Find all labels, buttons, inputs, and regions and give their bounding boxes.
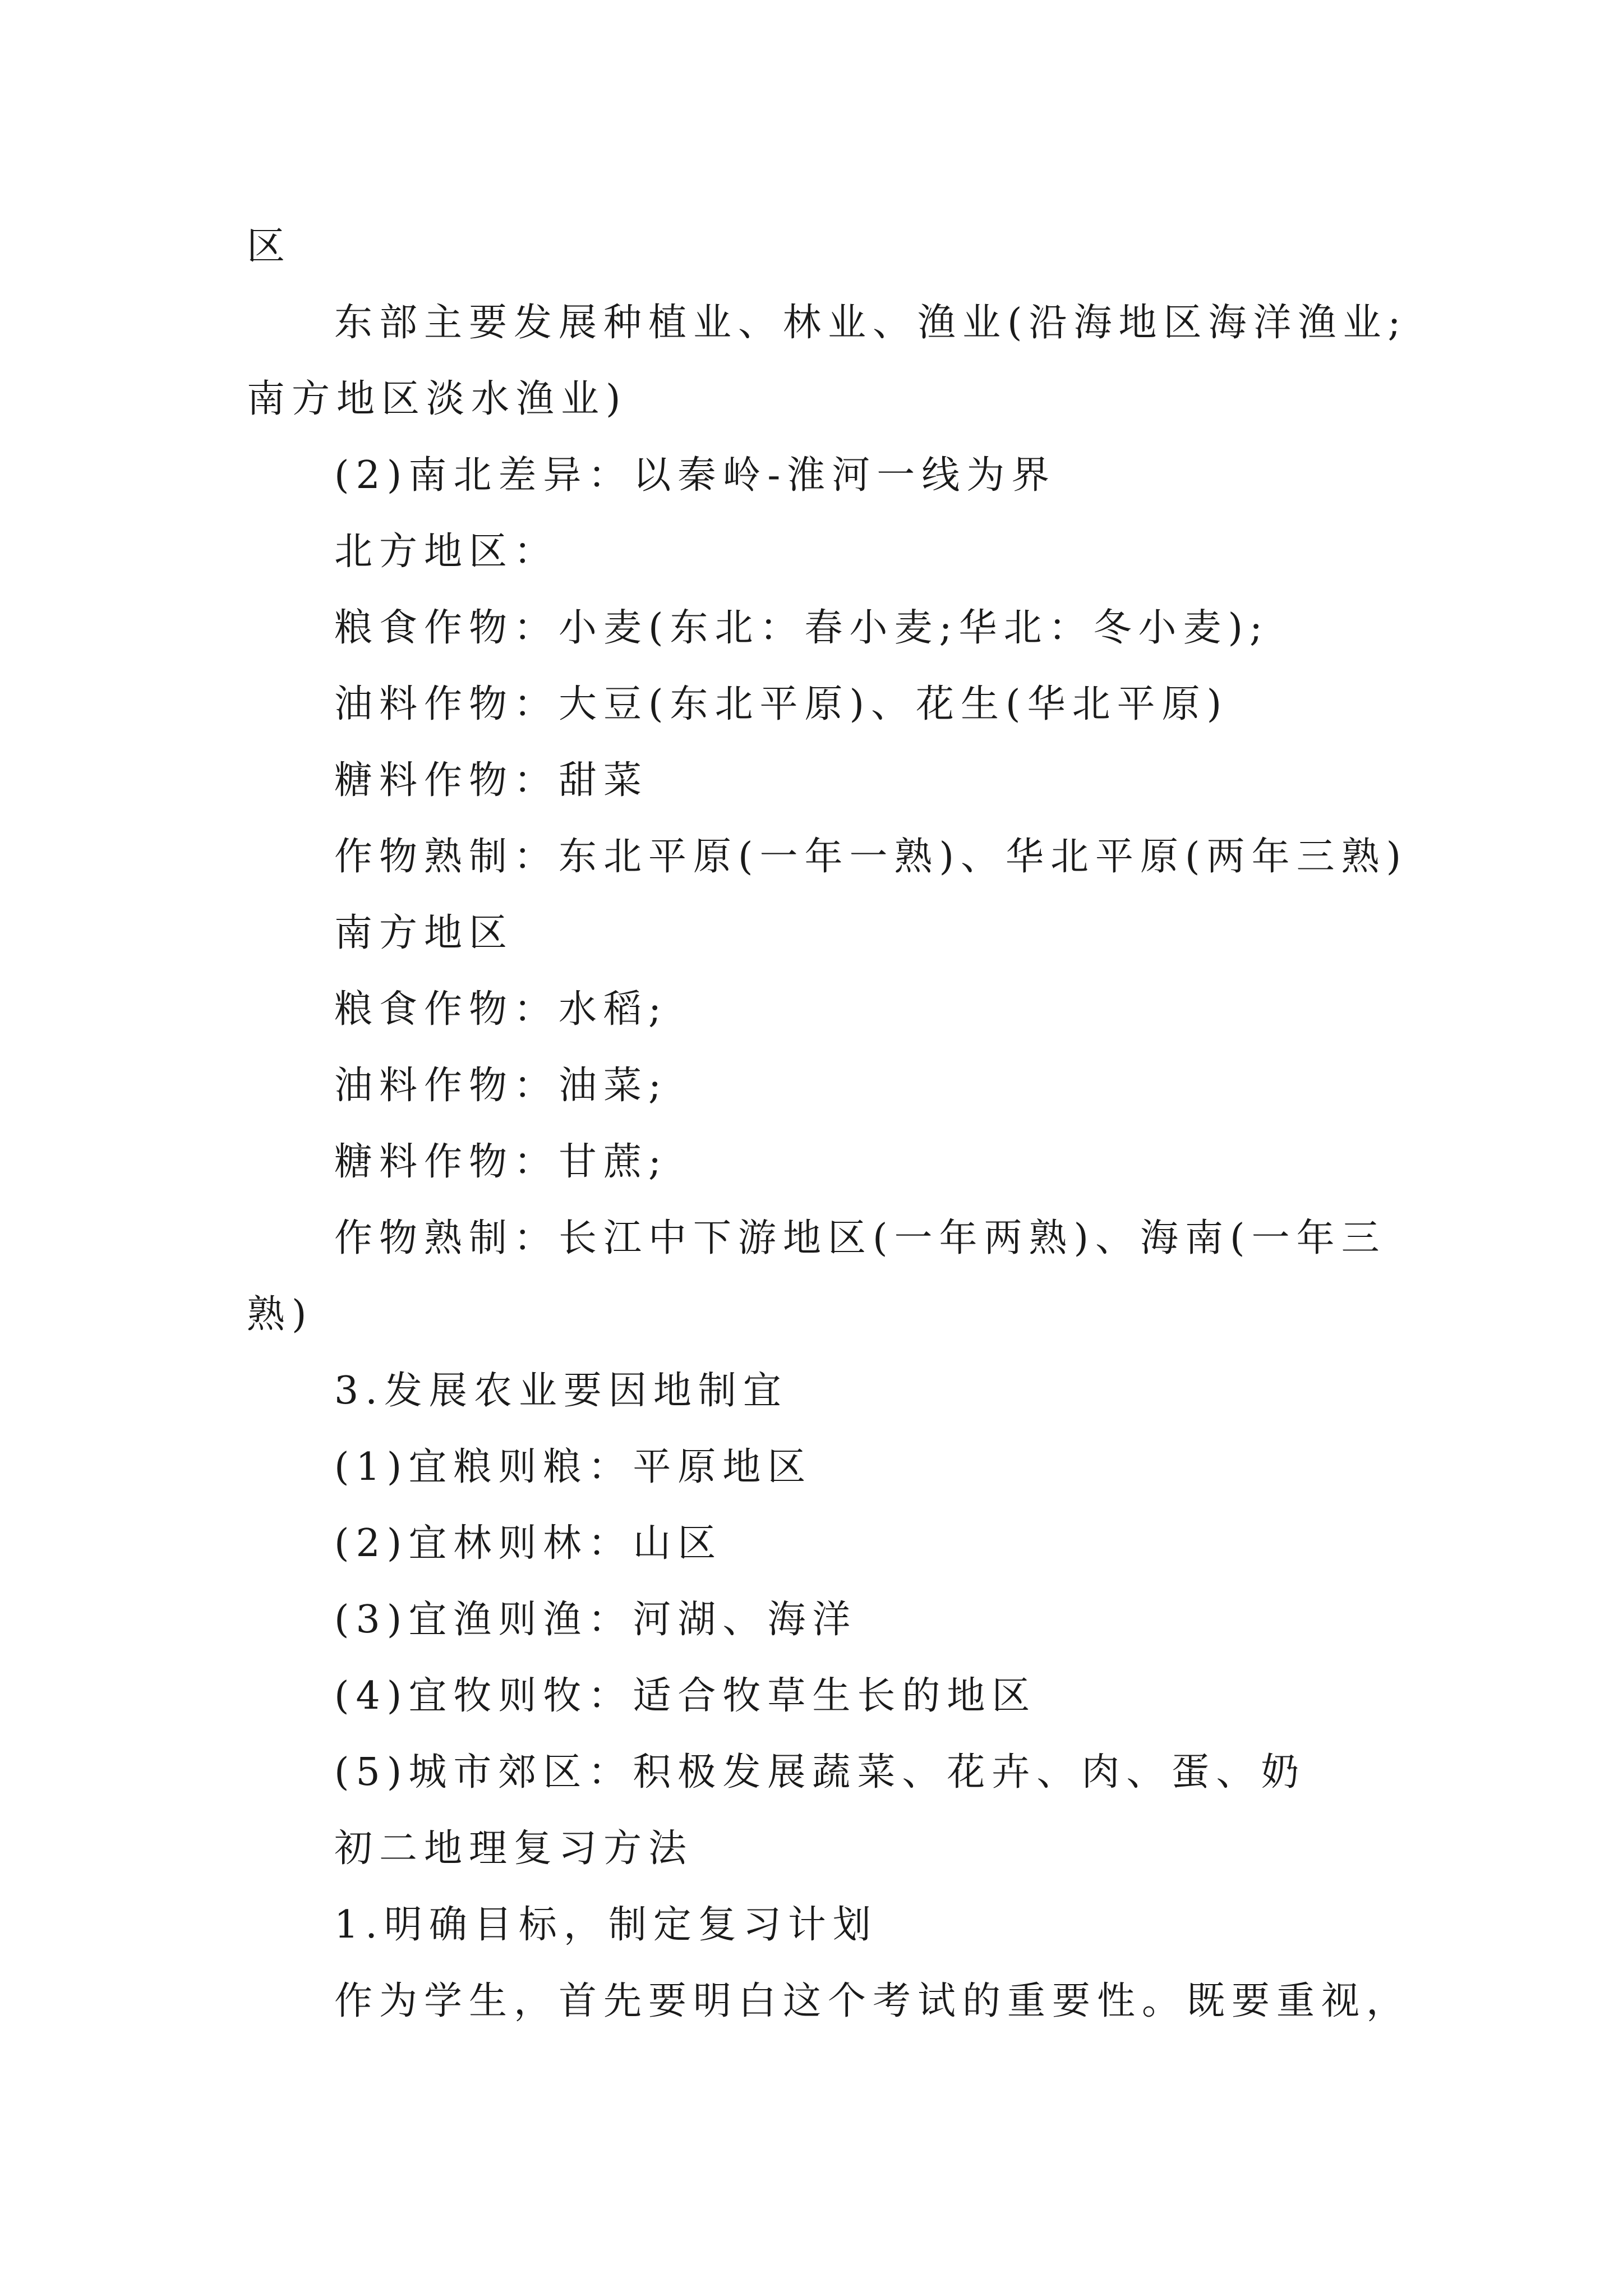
text-line: 粮食作物：水稻; <box>334 987 668 1032</box>
text-line: 熟) <box>247 1292 313 1337</box>
text-line: 作物熟制：长江中下游地区(一年两熟)、海南(一年三 <box>334 1216 1386 1260</box>
text-line: 作物熟制：东北平原(一年一熟)、华北平原(两年三熟) <box>334 835 1408 879</box>
text-line: (5)城市郊区：积极发展蔬菜、花卉、肉、蛋、奶 <box>334 1750 1306 1795</box>
text-line: 南方地区 <box>334 911 514 955</box>
document-body <box>247 209 1412 2040</box>
text-line: 油料作物：油菜; <box>334 1064 668 1108</box>
text-line: 作为学生，首先要明白这个考试的重要性。既要重视， <box>334 1979 1412 2023</box>
text-line: 东部主要发展种植业、林业、渔业(沿海地区海洋渔业; <box>334 301 1408 345</box>
text-line: 区 <box>247 224 292 269</box>
text-line: 油料作物：大豆(东北平原)、花生(华北平原) <box>334 682 1229 726</box>
text-line: (3)宜渔则渔：河湖、海洋 <box>334 1598 857 1642</box>
text-line: 3.发展农业要因地制宜 <box>334 1369 788 1413</box>
text-line: 糖料作物：甘蔗; <box>334 1140 668 1184</box>
text-line: (2)南北差异：以秦岭-淮河一线为界 <box>334 453 1057 498</box>
text-line: 1.明确目标，制定复习计划 <box>334 1903 878 1947</box>
text-line: (1)宜粮则粮：平原地区 <box>334 1445 813 1489</box>
text-line: 粮食作物：小麦(东北：春小麦;华北：冬小麦); <box>334 606 1269 650</box>
text-line: (2)宜林则林：山区 <box>334 1521 723 1566</box>
text-line: (4)宜牧则牧：适合牧草生长的地区 <box>334 1674 1037 1718</box>
section-heading: 初二地理复习方法 <box>334 1826 694 1871</box>
text-line: 北方地区： <box>334 530 559 574</box>
text-line: 南方地区淡水渔业) <box>247 377 628 421</box>
text-line: 糖料作物：甜菜 <box>334 758 649 803</box>
